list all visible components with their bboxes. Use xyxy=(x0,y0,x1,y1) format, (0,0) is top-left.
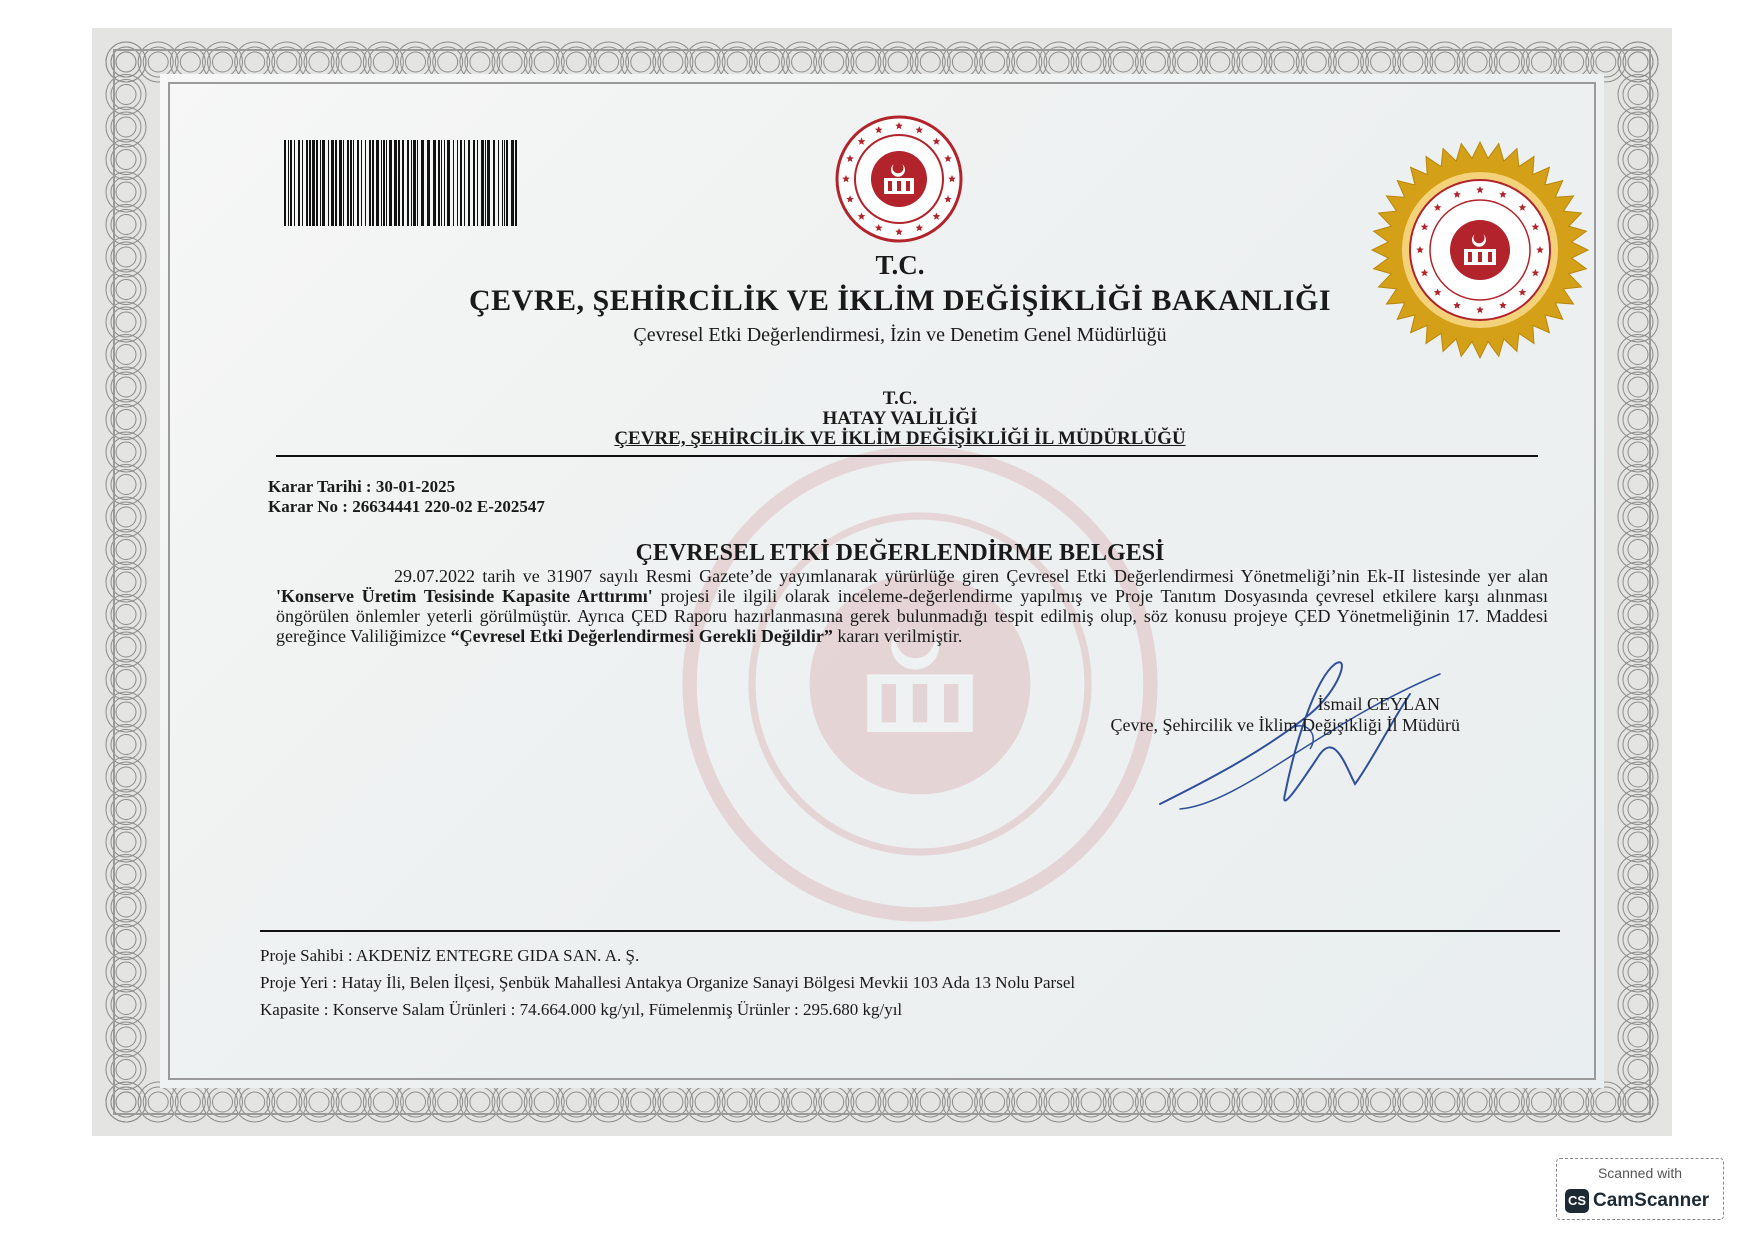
gold-seal xyxy=(1370,140,1590,360)
general-directorate: Çevresel Etki Değerlendirmesi, İzin ve Denetim Genel Müdürlüğü xyxy=(633,324,1167,346)
document-title: ÇEVRESEL ETKİ DEĞERLENDİRME BELGESİ xyxy=(635,540,1165,566)
camscanner-logo-icon: CS xyxy=(1565,1189,1589,1213)
signatory-name: İsmail CEYLAN xyxy=(1317,694,1440,714)
decision-date: Karar Tarihi : 30-01-2025 xyxy=(268,477,456,496)
footer-divider xyxy=(260,930,1560,932)
decision-quote: “Çevresel Etki Değerlendirmesi Gerekli Değildir” xyxy=(450,626,833,646)
ministry-watermark xyxy=(680,444,1160,924)
certificate-paper xyxy=(160,74,1604,1088)
project-name: 'Konserve Üretim Tesisinde Kapasite Arttırımı' xyxy=(276,586,653,606)
camscanner-brand: CamScanner xyxy=(1593,1190,1710,1211)
camscanner-badge xyxy=(1556,1158,1724,1220)
ministry-name: ÇEVRE, ŞEHİRCİLİK VE İKLİM DEĞİŞİKLİĞİ BAKANLIĞI xyxy=(469,284,1331,317)
project-capacity: Kapasite : Konserve Salam Ürünleri : 74.664.000 kg/yıl, Fümelenmiş Ürünler : 295.680 kg/yıl xyxy=(260,1000,903,1019)
ministry-emblem xyxy=(834,114,964,244)
project-owner: Proje Sahibi : AKDENİZ ENTEGRE GIDA SAN. A. Ş. xyxy=(260,946,640,965)
decision-number: Karar No : 26634441 220-02 E-202547 xyxy=(268,497,545,516)
subheader-tc: T.C. xyxy=(882,388,918,409)
camscanner-caption: Scanned with xyxy=(1597,1165,1683,1181)
header-tc: T.C. xyxy=(875,250,925,280)
provincial-directorate: ÇEVRE, ŞEHİRCİLİK VE İKLİM DEĞİŞİKLİĞİ İL MÜDÜRLÜĞÜ xyxy=(614,428,1186,449)
governorship: HATAY VALİLİĞİ xyxy=(822,408,978,429)
header-divider xyxy=(276,455,1538,457)
barcode xyxy=(284,140,520,226)
signatory-title: Çevre, Şehircilik ve İklim Değişikliği İl Müdürü xyxy=(1110,715,1460,735)
project-location: Proje Yeri : Hatay İli, Belen İlçesi, Şenbük Mahallesi Antakya Organize Sanayi Bölgesi Mevkii 103 Ada 13 Nolu Parsel xyxy=(260,973,1076,992)
certificate-body: 29.07.2022 tarih ve 31907 sayılı Resmi Gazete’de yayımlanarak yürürlüğe giren Çevresel Etki Değerlendirmesi Yönetmeliği’nin Ek-II listesinde yer alan 'Konserve Üretim Tesisinde Kapasite Arttırımı' projesi ile ilgili olarak inceleme-değerlendirme yapılmış ve Proje Tanıtım Dosyasında çevresel etkilere karşı alınması öngörülen önlemler yeterli görülmüştür. Ayrıca ÇED Raporu hazırlanmasına gerek bulunmadığı tespit edilmiş olup, söz konusu projeye ÇED Yönetmeliğinin 17. Maddesi gereğince Valiliğimizce “Çevresel Etki Değerlendirmesi Gerekli Değildir” kararı verilmiştir. xyxy=(276,566,1549,646)
certificate xyxy=(92,28,1672,1136)
